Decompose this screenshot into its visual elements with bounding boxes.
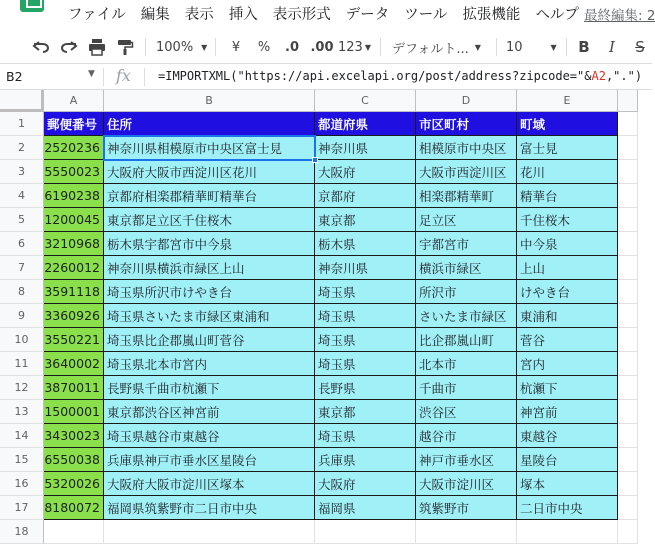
data-cell[interactable]: 埼玉県 [315, 304, 416, 328]
menu-item[interactable]: データ [345, 7, 390, 23]
zipcode-cell[interactable]: 1200045 [44, 208, 104, 232]
data-cell[interactable]: 長野県千曲市杭瀬下 [104, 376, 315, 400]
select-all-corner[interactable] [0, 90, 44, 112]
currency-button[interactable]: ¥ [231, 39, 241, 55]
data-cell[interactable]: 精華台 [517, 184, 618, 208]
data-cell[interactable]: 東浦和 [517, 304, 618, 328]
last-edit-link[interactable]: 最終編集: 2 [584, 8, 655, 24]
data-cell[interactable]: 横浜市緑区 [416, 256, 517, 280]
data-cell[interactable]: 花川 [517, 160, 618, 184]
strikethrough-button[interactable]: S [635, 38, 645, 56]
menu-item[interactable]: ファイル [68, 7, 126, 23]
empty-cell[interactable] [618, 184, 638, 208]
row-header[interactable]: 11 [0, 352, 44, 376]
sheets-logo-icon[interactable] [20, 0, 44, 12]
empty-cell[interactable] [44, 520, 104, 544]
data-cell[interactable]: 京都府 [315, 184, 416, 208]
zipcode-cell[interactable]: 3640002 [44, 352, 104, 376]
data-cell[interactable]: 大阪府大阪市西淀川区花川 [104, 160, 315, 184]
menu-items [68, 3, 594, 24]
empty-cell[interactable] [618, 280, 638, 304]
zipcode-cell[interactable]: 3870011 [44, 376, 104, 400]
percent-button[interactable]: % [257, 39, 271, 55]
zipcode-cell[interactable]: 6190238 [44, 184, 104, 208]
zipcode-cell[interactable]: 2520236 [44, 136, 104, 160]
data-cell[interactable]: 富士見 [517, 136, 618, 160]
empty-cell[interactable] [618, 424, 638, 448]
zipcode-cell[interactable]: 5550023 [44, 160, 104, 184]
header-cell[interactable]: 町域 [517, 112, 618, 136]
row-header[interactable]: 16 [0, 472, 44, 496]
data-cell[interactable]: 東越谷 [517, 424, 618, 448]
data-cell[interactable]: 千住桜木 [517, 208, 618, 232]
font-value: デフォルト... [392, 41, 469, 57]
bold-button[interactable]: B [578, 38, 590, 56]
row-header[interactable]: 8 [0, 280, 44, 304]
data-cell[interactable]: 比企郡嵐山町 [416, 328, 517, 352]
print-icon[interactable] [86, 36, 108, 58]
row-header[interactable]: 14 [0, 424, 44, 448]
data-cell[interactable]: 長野県 [315, 376, 416, 400]
data-cell[interactable]: 東京都 [315, 208, 416, 232]
row-header[interactable]: 12 [0, 376, 44, 400]
data-cell[interactable]: 神戸市垂水区 [416, 448, 517, 472]
data-cell[interactable]: 埼玉県さいたま市緑区東浦和 [104, 304, 315, 328]
empty-cell[interactable] [618, 112, 638, 136]
data-cell[interactable]: 宮内 [517, 352, 618, 376]
row-header[interactable]: 9 [0, 304, 44, 328]
column-header[interactable]: A [44, 90, 104, 112]
zipcode-cell[interactable]: 3550221 [44, 328, 104, 352]
chevron-down-icon[interactable]: ▼ [88, 69, 95, 79]
data-cell[interactable]: 兵庫県 [315, 448, 416, 472]
data-cell[interactable]: 埼玉県 [315, 280, 416, 304]
empty-cell[interactable] [618, 328, 638, 352]
data-cell[interactable]: 神奈川県相模原市中央区富士見 [104, 136, 315, 160]
menu-item[interactable]: 挿入 [228, 7, 258, 23]
data-cell[interactable]: 兵庫県神戸市垂水区星陵台 [104, 448, 315, 472]
zipcode-cell[interactable]: 6550038 [44, 448, 104, 472]
data-cell[interactable]: 神奈川県 [315, 136, 416, 160]
menu-item[interactable]: 拡張機能 [462, 7, 521, 23]
data-cell[interactable]: 渋谷区 [416, 400, 517, 424]
data-cell[interactable]: 大阪市西淀川区 [416, 160, 517, 184]
menu-item[interactable]: 表示形式 [272, 7, 331, 23]
zipcode-cell[interactable]: 3591118 [44, 280, 104, 304]
redo-icon[interactable] [58, 36, 80, 58]
toolbar [0, 30, 652, 64]
data-cell[interactable]: 越谷市 [416, 424, 517, 448]
data-cell[interactable]: 埼玉県比企郡嵐山町菅谷 [104, 328, 315, 352]
row-header[interactable]: 5 [0, 208, 44, 232]
empty-cell[interactable] [416, 520, 517, 544]
undo-icon[interactable] [30, 36, 52, 58]
formula-text-end: ,".") [605, 69, 643, 83]
zipcode-cell[interactable]: 3210968 [44, 232, 104, 256]
formula-text: =IMPORTXML("https://api.excelapi.org/post/address?zipcode="& [158, 69, 592, 83]
row-header[interactable]: 1 [0, 112, 44, 136]
more-formats-button[interactable] [338, 36, 372, 58]
decrease-decimal-label: .0 [285, 39, 299, 55]
data-cell[interactable]: 福岡県筑紫野市二日市中央 [104, 496, 315, 520]
menu-item[interactable]: ヘルプ [535, 7, 579, 23]
data-cell[interactable]: 大阪府 [315, 160, 416, 184]
data-cell[interactable]: さいたま市緑区 [416, 304, 517, 328]
empty-cell[interactable] [618, 136, 638, 160]
data-cell[interactable]: 埼玉県越谷市東越谷 [104, 424, 315, 448]
data-cell[interactable]: 菅谷 [517, 328, 618, 352]
data-cell[interactable]: 東京都足立区千住桜木 [104, 208, 315, 232]
data-cell[interactable]: 相楽郡精華町 [416, 184, 517, 208]
italic-button[interactable]: I [609, 38, 615, 56]
data-cell[interactable]: 筑紫野市 [416, 496, 517, 520]
header-cell[interactable]: 郵便番号 [44, 112, 104, 136]
empty-cell[interactable] [618, 352, 638, 376]
column-header-stub[interactable] [618, 90, 638, 112]
paint-format-icon[interactable] [114, 36, 136, 58]
zipcode-cell[interactable]: 1500001 [44, 400, 104, 424]
empty-cell[interactable] [618, 448, 638, 472]
menu-item[interactable]: 表示 [184, 7, 214, 23]
data-cell[interactable]: 大阪府大阪市淀川区塚本 [104, 472, 315, 496]
data-cell[interactable]: 上山 [517, 256, 618, 280]
chevron-down-icon: ▼ [550, 42, 557, 52]
empty-cell[interactable] [618, 208, 638, 232]
column-header[interactable]: B [104, 90, 315, 112]
empty-cell[interactable] [618, 304, 638, 328]
row-header[interactable]: 15 [0, 448, 44, 472]
header-cell[interactable]: 市区町村 [416, 112, 517, 136]
row-header[interactable]: 6 [0, 232, 44, 256]
chevron-down-icon: ▼ [201, 42, 208, 52]
data-cell[interactable]: 栃木県 [315, 232, 416, 256]
zipcode-cell[interactable]: 3360926 [44, 304, 104, 328]
fill-handle[interactable] [312, 157, 318, 163]
empty-cell[interactable] [618, 496, 638, 520]
row-header[interactable]: 2 [0, 136, 44, 160]
more-formats-label: 123 [338, 39, 363, 55]
empty-cell[interactable] [104, 520, 315, 544]
data-cell[interactable]: 中今泉 [517, 232, 618, 256]
empty-cell[interactable] [618, 472, 638, 496]
font-select[interactable] [392, 36, 492, 58]
formula-cell-ref: A2 [591, 69, 606, 83]
name-box[interactable]: B2 [6, 69, 23, 84]
header-cell[interactable]: 都道府県 [315, 112, 416, 136]
zipcode-cell[interactable]: 3430023 [44, 424, 104, 448]
data-cell[interactable]: 大阪府 [315, 472, 416, 496]
column-header[interactable]: E [517, 90, 618, 112]
data-cell[interactable]: 福岡県 [315, 496, 416, 520]
font-size-select[interactable] [506, 36, 562, 58]
row-header[interactable]: 3 [0, 160, 44, 184]
data-cell[interactable]: 埼玉県北本市宮内 [104, 352, 315, 376]
data-cell[interactable]: 京都府相楽郡精華町精華台 [104, 184, 315, 208]
row-header[interactable]: 13 [0, 400, 44, 424]
empty-cell[interactable] [618, 400, 638, 424]
menu-item[interactable]: 編集 [140, 7, 170, 23]
empty-cell[interactable] [618, 160, 638, 184]
empty-cell[interactable] [517, 520, 618, 544]
data-cell[interactable]: 杭瀬下 [517, 376, 618, 400]
data-cell[interactable]: 相模原市中央区 [416, 136, 517, 160]
data-cell[interactable]: 東京都 [315, 400, 416, 424]
chevron-down-icon: ▼ [474, 42, 481, 52]
data-cell[interactable]: 大阪市淀川区 [416, 472, 517, 496]
chevron-down-icon: ▼ [364, 42, 371, 52]
data-cell[interactable]: 塚本 [517, 472, 618, 496]
menu-bar [0, 0, 655, 28]
zipcode-cell[interactable]: 8180072 [44, 496, 104, 520]
data-cell[interactable]: 千曲市 [416, 376, 517, 400]
zoom-select[interactable] [156, 36, 208, 58]
zipcode-cell[interactable]: 2260012 [44, 256, 104, 280]
data-cell[interactable]: 埼玉県 [315, 352, 416, 376]
zoom-value: 100% [156, 39, 194, 55]
row-header[interactable]: 4 [0, 184, 44, 208]
data-cell[interactable]: 二日市中央 [517, 496, 618, 520]
formula-bar [0, 64, 652, 90]
row-header[interactable]: 17 [0, 496, 44, 520]
row-header[interactable]: 18 [0, 520, 44, 544]
zipcode-cell[interactable]: 5320026 [44, 472, 104, 496]
data-cell[interactable]: 埼玉県 [315, 328, 416, 352]
data-cell[interactable]: 神奈川県横浜市緑区上山 [104, 256, 315, 280]
empty-cell[interactable] [618, 376, 638, 400]
empty-cell[interactable] [618, 520, 638, 544]
data-cell[interactable]: 栃木県宇都宮市中今泉 [104, 232, 315, 256]
row-header[interactable]: 10 [0, 328, 44, 352]
column-header[interactable]: D [416, 90, 517, 112]
font-size-value: 10 [506, 39, 523, 55]
data-cell[interactable]: 埼玉県 [315, 424, 416, 448]
menu-item[interactable]: ツール [404, 7, 448, 23]
data-cell[interactable]: 東京都渋谷区神宮前 [104, 400, 315, 424]
data-cell[interactable]: 神宮前 [517, 400, 618, 424]
data-cell[interactable]: けやき台 [517, 280, 618, 304]
fx-icon: fx [116, 66, 131, 85]
data-cell[interactable]: 神奈川県 [315, 256, 416, 280]
header-cell[interactable]: 住所 [104, 112, 315, 136]
empty-cell[interactable] [618, 256, 638, 280]
empty-cell[interactable] [315, 520, 416, 544]
row-header[interactable]: 7 [0, 256, 44, 280]
decrease-decimal-button[interactable] [280, 36, 304, 58]
data-cell[interactable]: 星陵台 [517, 448, 618, 472]
column-header[interactable]: C [315, 90, 416, 112]
data-cell[interactable]: 足立区 [416, 208, 517, 232]
data-cell[interactable]: 宇都宮市 [416, 232, 517, 256]
data-cell[interactable]: 北本市 [416, 352, 517, 376]
data-cell[interactable]: 埼玉県所沢市けやき台 [104, 280, 315, 304]
formula-input[interactable] [158, 69, 642, 83]
data-cell[interactable]: 所沢市 [416, 280, 517, 304]
empty-cell[interactable] [618, 232, 638, 256]
increase-decimal-button[interactable] [308, 36, 336, 58]
increase-decimal-label: .00 [310, 39, 334, 55]
